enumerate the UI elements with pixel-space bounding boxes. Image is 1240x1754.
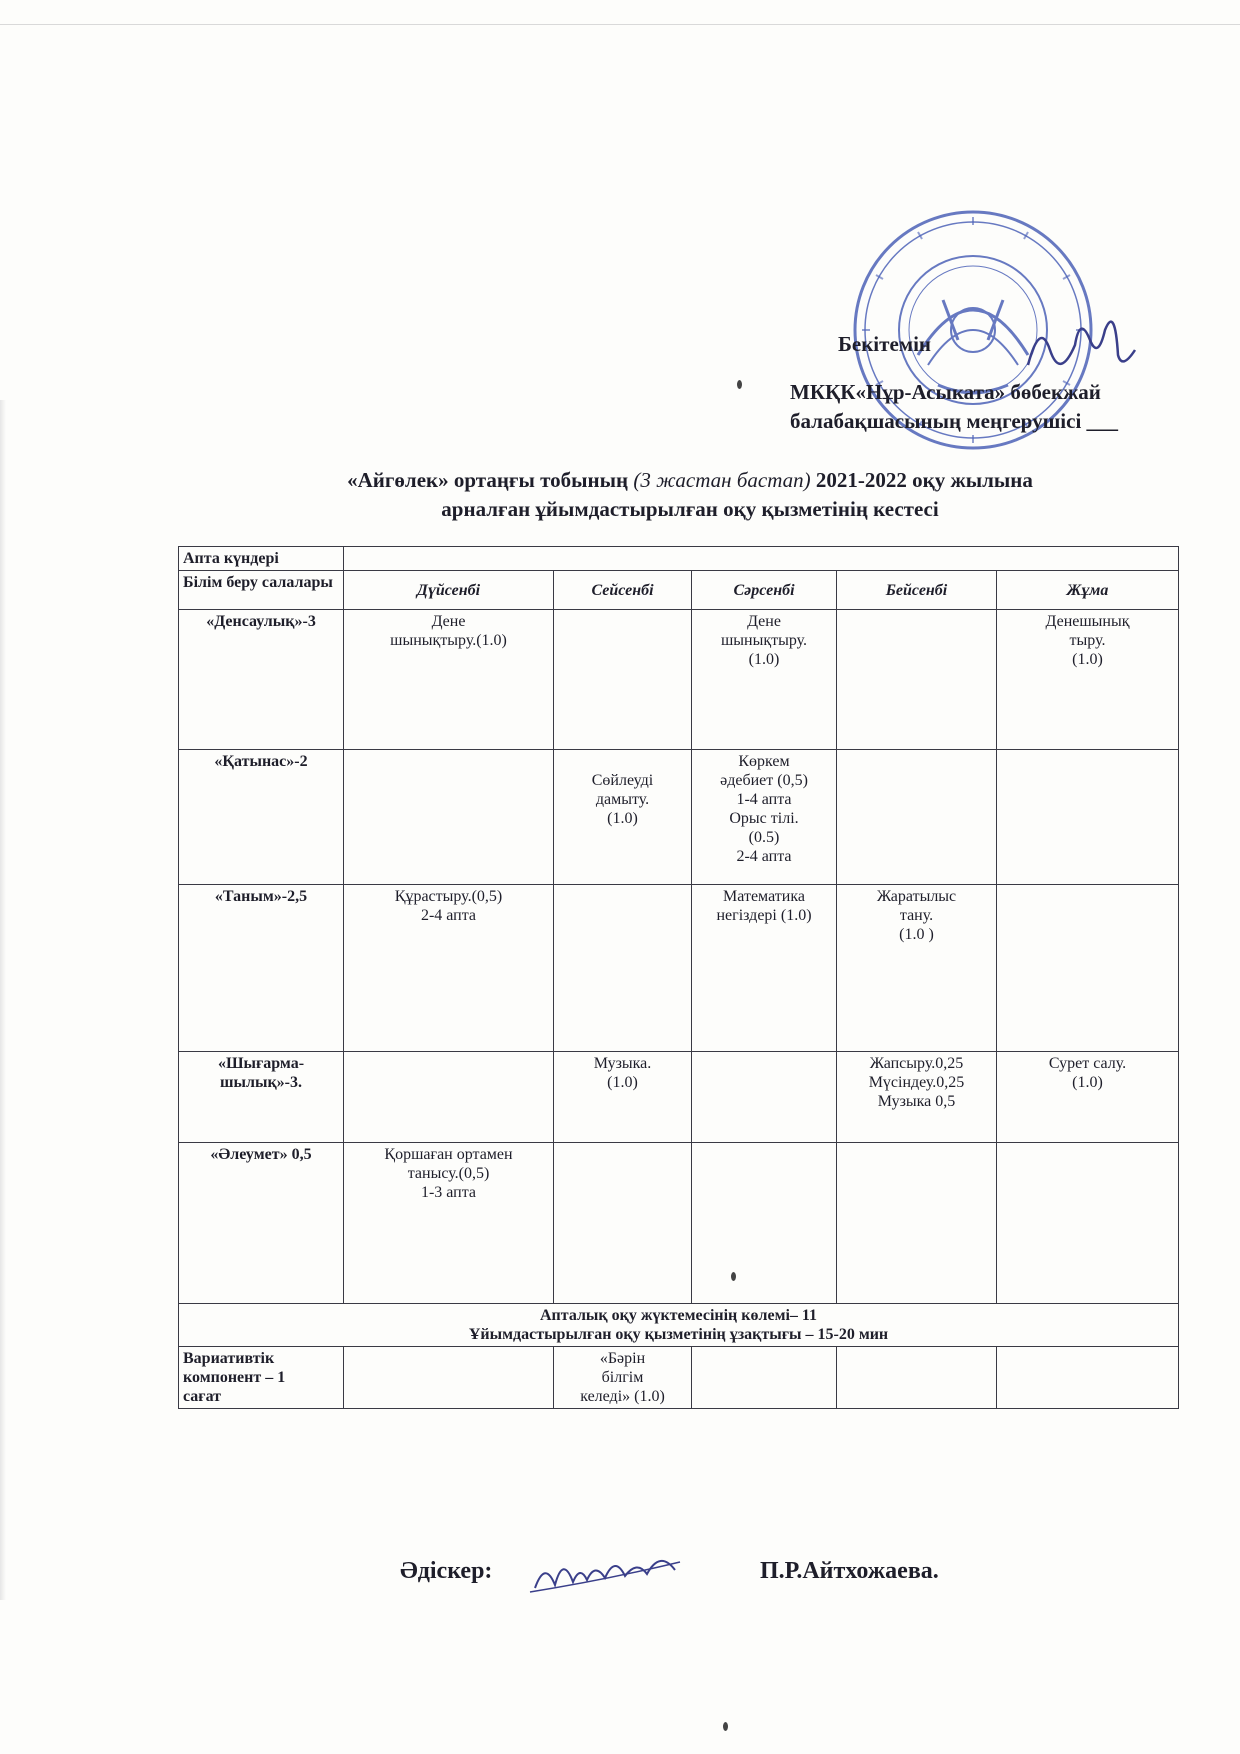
cell-line: Вариативтік xyxy=(183,1350,275,1367)
cell-line: 2-4 апта xyxy=(420,907,477,924)
variative-cell xyxy=(837,1347,997,1409)
cell-line: компонент – 1 xyxy=(183,1369,286,1386)
day-header-1: Дүйсенбі xyxy=(344,571,554,610)
schedule-cell xyxy=(554,1143,692,1304)
schedule-cell xyxy=(554,1052,692,1143)
footer xyxy=(400,1540,1160,1600)
schedule-cell xyxy=(837,610,997,750)
approval-title: Бекітемін xyxy=(838,332,932,356)
cell-line: дамыту. xyxy=(595,791,650,808)
schedule-cell xyxy=(692,750,837,885)
cell-line: Жапсыру.0,25 xyxy=(869,1055,964,1072)
header-row-days xyxy=(179,547,1179,571)
schedule-cell xyxy=(997,1052,1179,1143)
cell-line: Орыс тілі. xyxy=(729,810,799,827)
schedule-cell xyxy=(692,610,837,750)
cell-line: Ұйымдастырылған оқу қызметінің ұзақтығы – 15-20 мин xyxy=(468,1326,889,1343)
cell-line: негіздері (1.0) xyxy=(716,907,812,924)
cell-line: 1-4 апта xyxy=(736,791,792,808)
schedule-cell xyxy=(837,885,997,1052)
schedule-cell xyxy=(997,1143,1179,1304)
methodist-signature-icon xyxy=(525,1540,685,1600)
weekly-load-summary xyxy=(179,1304,1179,1347)
title-part1: «Айгөлек» ортаңғы тобының xyxy=(347,468,629,492)
scan-edge-line xyxy=(0,24,1240,25)
approval-position-line: балабақшасының меңгерушісі ___ xyxy=(790,409,1119,433)
document-title xyxy=(240,466,1140,524)
schedule-cell xyxy=(837,1143,997,1304)
schedule-cell xyxy=(344,750,554,885)
schedule-cell xyxy=(344,1052,554,1143)
cell-line: Көркем xyxy=(738,753,790,770)
day-header-2: Сейсенбі xyxy=(554,571,692,610)
schedule-cell xyxy=(692,885,837,1052)
cell-line: танысу.(0,5) xyxy=(407,1165,490,1182)
summary-row xyxy=(179,1304,1179,1347)
methodist-name: П.Р.Айтхожаева. xyxy=(760,1558,939,1584)
schedule-cell xyxy=(837,750,997,885)
variative-cell xyxy=(554,1347,692,1409)
cell-line: әдебиет (0,5) xyxy=(720,772,808,789)
cell-line: Апталық оқу жүктемесінің көлемі– 11 xyxy=(539,1307,818,1324)
cell-line: «Бәрін xyxy=(599,1350,646,1367)
cell-line: (0.5) xyxy=(748,829,780,846)
cell-line: (1.0) xyxy=(607,1074,638,1091)
area-label: «Таным»-2,5 xyxy=(179,885,344,1052)
cell-line: Сөйлеуді xyxy=(591,772,654,789)
schedule-cell xyxy=(554,885,692,1052)
cell-line: Денешынық xyxy=(1045,613,1130,630)
schedule-row xyxy=(179,750,1179,885)
cell-line: Жаратылыс xyxy=(876,888,957,905)
schedule-cell xyxy=(554,610,692,750)
schedule-table xyxy=(178,546,1179,1409)
director-signature-icon xyxy=(1020,310,1140,380)
cell-line: 1-3 апта xyxy=(420,1184,477,1201)
cell-line: тану. xyxy=(899,907,934,924)
schedule-cell xyxy=(692,1143,837,1304)
cell-line: (1.0) xyxy=(1072,1074,1103,1091)
title-line2: арналған ұйымдастырылған оқу қызметінің кестесі xyxy=(441,497,939,521)
cell-line: Дене xyxy=(431,613,466,630)
schedule-cell xyxy=(997,885,1179,1052)
cell-line: келеді» (1.0) xyxy=(580,1388,665,1405)
header-days-label: Апта күндері xyxy=(179,547,344,571)
variative-cell xyxy=(344,1347,554,1409)
cell-line: (1.0) xyxy=(1072,651,1103,668)
schedule-cell xyxy=(344,1143,554,1304)
schedule-cell xyxy=(837,1052,997,1143)
cell-line: (1.0) xyxy=(748,651,780,668)
variative-row xyxy=(179,1347,1179,1409)
cell-line: (1.0 ) xyxy=(899,926,934,943)
header-areas-label: Білім беру салалары xyxy=(179,571,344,610)
scan-edge-shadow xyxy=(0,400,6,1600)
cell-line: шынықтыру.(1.0) xyxy=(390,632,507,649)
schedule-cell xyxy=(997,610,1179,750)
variative-label xyxy=(179,1347,344,1409)
cell-line: Музыка 0,5 xyxy=(877,1093,956,1110)
scan-speck xyxy=(723,1722,728,1731)
cell-line: Дене xyxy=(747,613,781,630)
area-label: «Қатынас»-2 xyxy=(179,750,344,885)
schedule-cell xyxy=(344,610,554,750)
schedule-row xyxy=(179,885,1179,1052)
header-days-spacer xyxy=(344,547,1179,571)
title-age-note: (3 жастан бастап) xyxy=(633,468,811,492)
schedule-cell xyxy=(554,750,692,885)
schedule-row xyxy=(179,1052,1179,1143)
day-header-5: Жұма xyxy=(997,571,1179,610)
scan-speck xyxy=(731,1272,736,1281)
cell-line: Математика xyxy=(723,888,805,905)
schedule-row xyxy=(179,610,1179,750)
cell-line: Мүсіндеу.0,25 xyxy=(868,1074,965,1091)
cell-line: сағат xyxy=(183,1388,222,1405)
cell-line: Құрастыру.(0,5) xyxy=(394,888,503,905)
scan-speck xyxy=(737,380,742,389)
header-row-areas xyxy=(179,571,1179,610)
cell-line: «Шығарма- xyxy=(217,1055,305,1072)
area-label: «Денсаулық»-3 xyxy=(179,610,344,750)
cell-line xyxy=(558,752,687,771)
schedule-cell xyxy=(692,1052,837,1143)
schedule-cell xyxy=(997,750,1179,885)
cell-line: (1.0) xyxy=(607,810,638,827)
cell-line: Қоршаған ортамен xyxy=(384,1146,513,1163)
cell-line: білгім xyxy=(601,1369,644,1386)
variative-cell xyxy=(692,1347,837,1409)
methodist-label: Әдіскер: xyxy=(400,1558,493,1584)
cell-line: 2-4 апта xyxy=(736,848,792,865)
schedule-cell xyxy=(344,885,554,1052)
day-header-3: Сәрсенбі xyxy=(692,571,837,610)
title-year: 2021-2022 оқу жылына xyxy=(815,468,1033,492)
cell-line: шынықтыру. xyxy=(720,632,808,649)
cell-line: тыру. xyxy=(1069,632,1106,649)
schedule-row xyxy=(179,1143,1179,1304)
cell-line: шылық»-3. xyxy=(219,1074,302,1091)
area-label xyxy=(179,1052,344,1143)
cell-line: Сурет салу. xyxy=(1048,1055,1127,1072)
cell-line: Музыка. xyxy=(593,1055,652,1072)
day-header-4: Бейсенбі xyxy=(837,571,997,610)
area-label: «Әлеумет» 0,5 xyxy=(179,1143,344,1304)
approval-org-line: МКҚК«Нұр-Асыката» бөбекжай xyxy=(790,380,1101,404)
variative-cell xyxy=(997,1347,1179,1409)
